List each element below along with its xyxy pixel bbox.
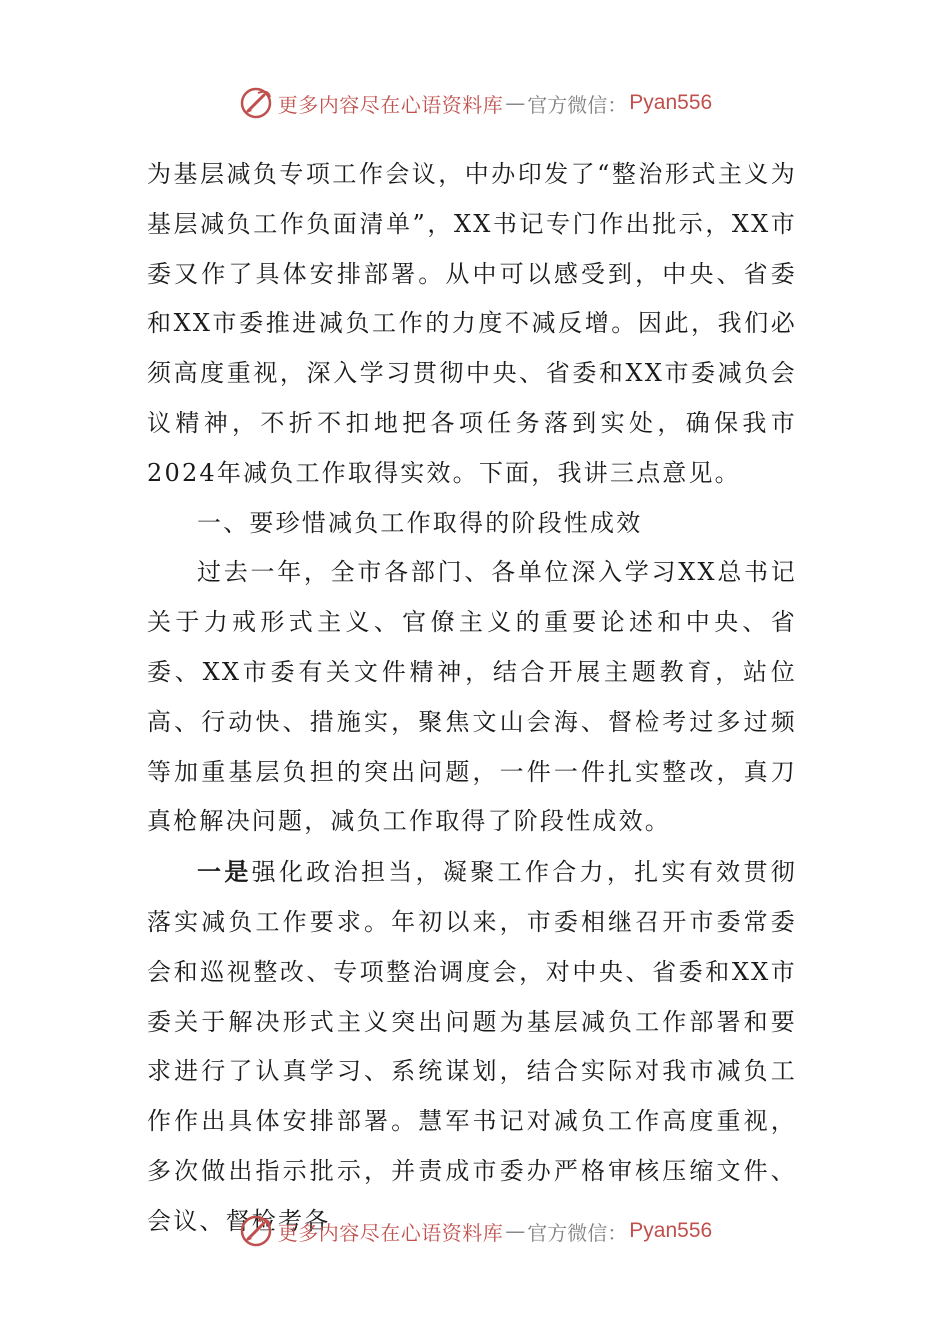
document-body xyxy=(147,150,797,1247)
section-heading: 一、要珍惜减负工作取得的阶段性成效 xyxy=(197,508,643,537)
paragraph-continuation: 为基层减负专项工作会议，中办印发了“整治形式主义为基层减负工作负面清单”，XX书记专门作出批示，XX市委又作了具体安排部署。从中可以感受到，中央、省委和XX市委推进减负工作的力度不减反增。因此，我们必须高度重视，深入学习贯彻中央、省委和XX市委减负会议精神，不折不扣地把各项任务落到实处，确保我市2024年减负工作取得实效。下面，我讲三点意见。 xyxy=(147,160,797,487)
watermark-dash: — xyxy=(505,91,526,115)
pen-logo-icon xyxy=(238,1213,274,1249)
paragraph-review: 过去一年，全市各部门、各单位深入学习XX总书记关于力戒形式主义、官僚主义的重要论述和中央、省委、XX市委有关文件精神，结合开展主题教育，站位高、行动快、措施实，聚焦文山会海、督检考过多过频等加重基层负担的突出问题，一件一件扎实整改，真刀真枪解决问题，减负工作取得了阶段性成效。 xyxy=(147,558,797,836)
watermark-account: Pyan556 xyxy=(629,1219,713,1242)
point-lead: 一是 xyxy=(197,857,252,887)
watermark-dash: — xyxy=(505,1219,526,1243)
watermark-header xyxy=(0,81,950,125)
watermark-sub-text: 官方微信： xyxy=(527,92,628,117)
watermark-account: Pyan556 xyxy=(629,91,713,114)
watermark-main-text: 更多内容尽在心语资料库 xyxy=(277,92,504,117)
paragraph-point-one xyxy=(147,847,797,1246)
watermark-sub-text: 官方微信： xyxy=(527,1220,628,1245)
watermark-main-text: 更多内容尽在心语资料库 xyxy=(277,1220,504,1245)
watermark-footer xyxy=(0,1209,950,1253)
pen-logo-icon xyxy=(238,85,274,121)
point-body: 强化政治担当，凝聚工作合力，扎实有效贯彻落实减负工作要求。年初以来，市委相继召开市委常委会和巡视整改、专项整治调度会，对中央、省委和XX市委关于解决形式主义突出问题为基层减负工作部署和要求进行了认真学习、系统谋划，结合实际对我市减负工作作出具体安排部署。慧军书记对减负工作高度重视，多次做出指示批示，并责成市委办严格审核压缩文件、会议、督检考各 xyxy=(147,858,798,1235)
